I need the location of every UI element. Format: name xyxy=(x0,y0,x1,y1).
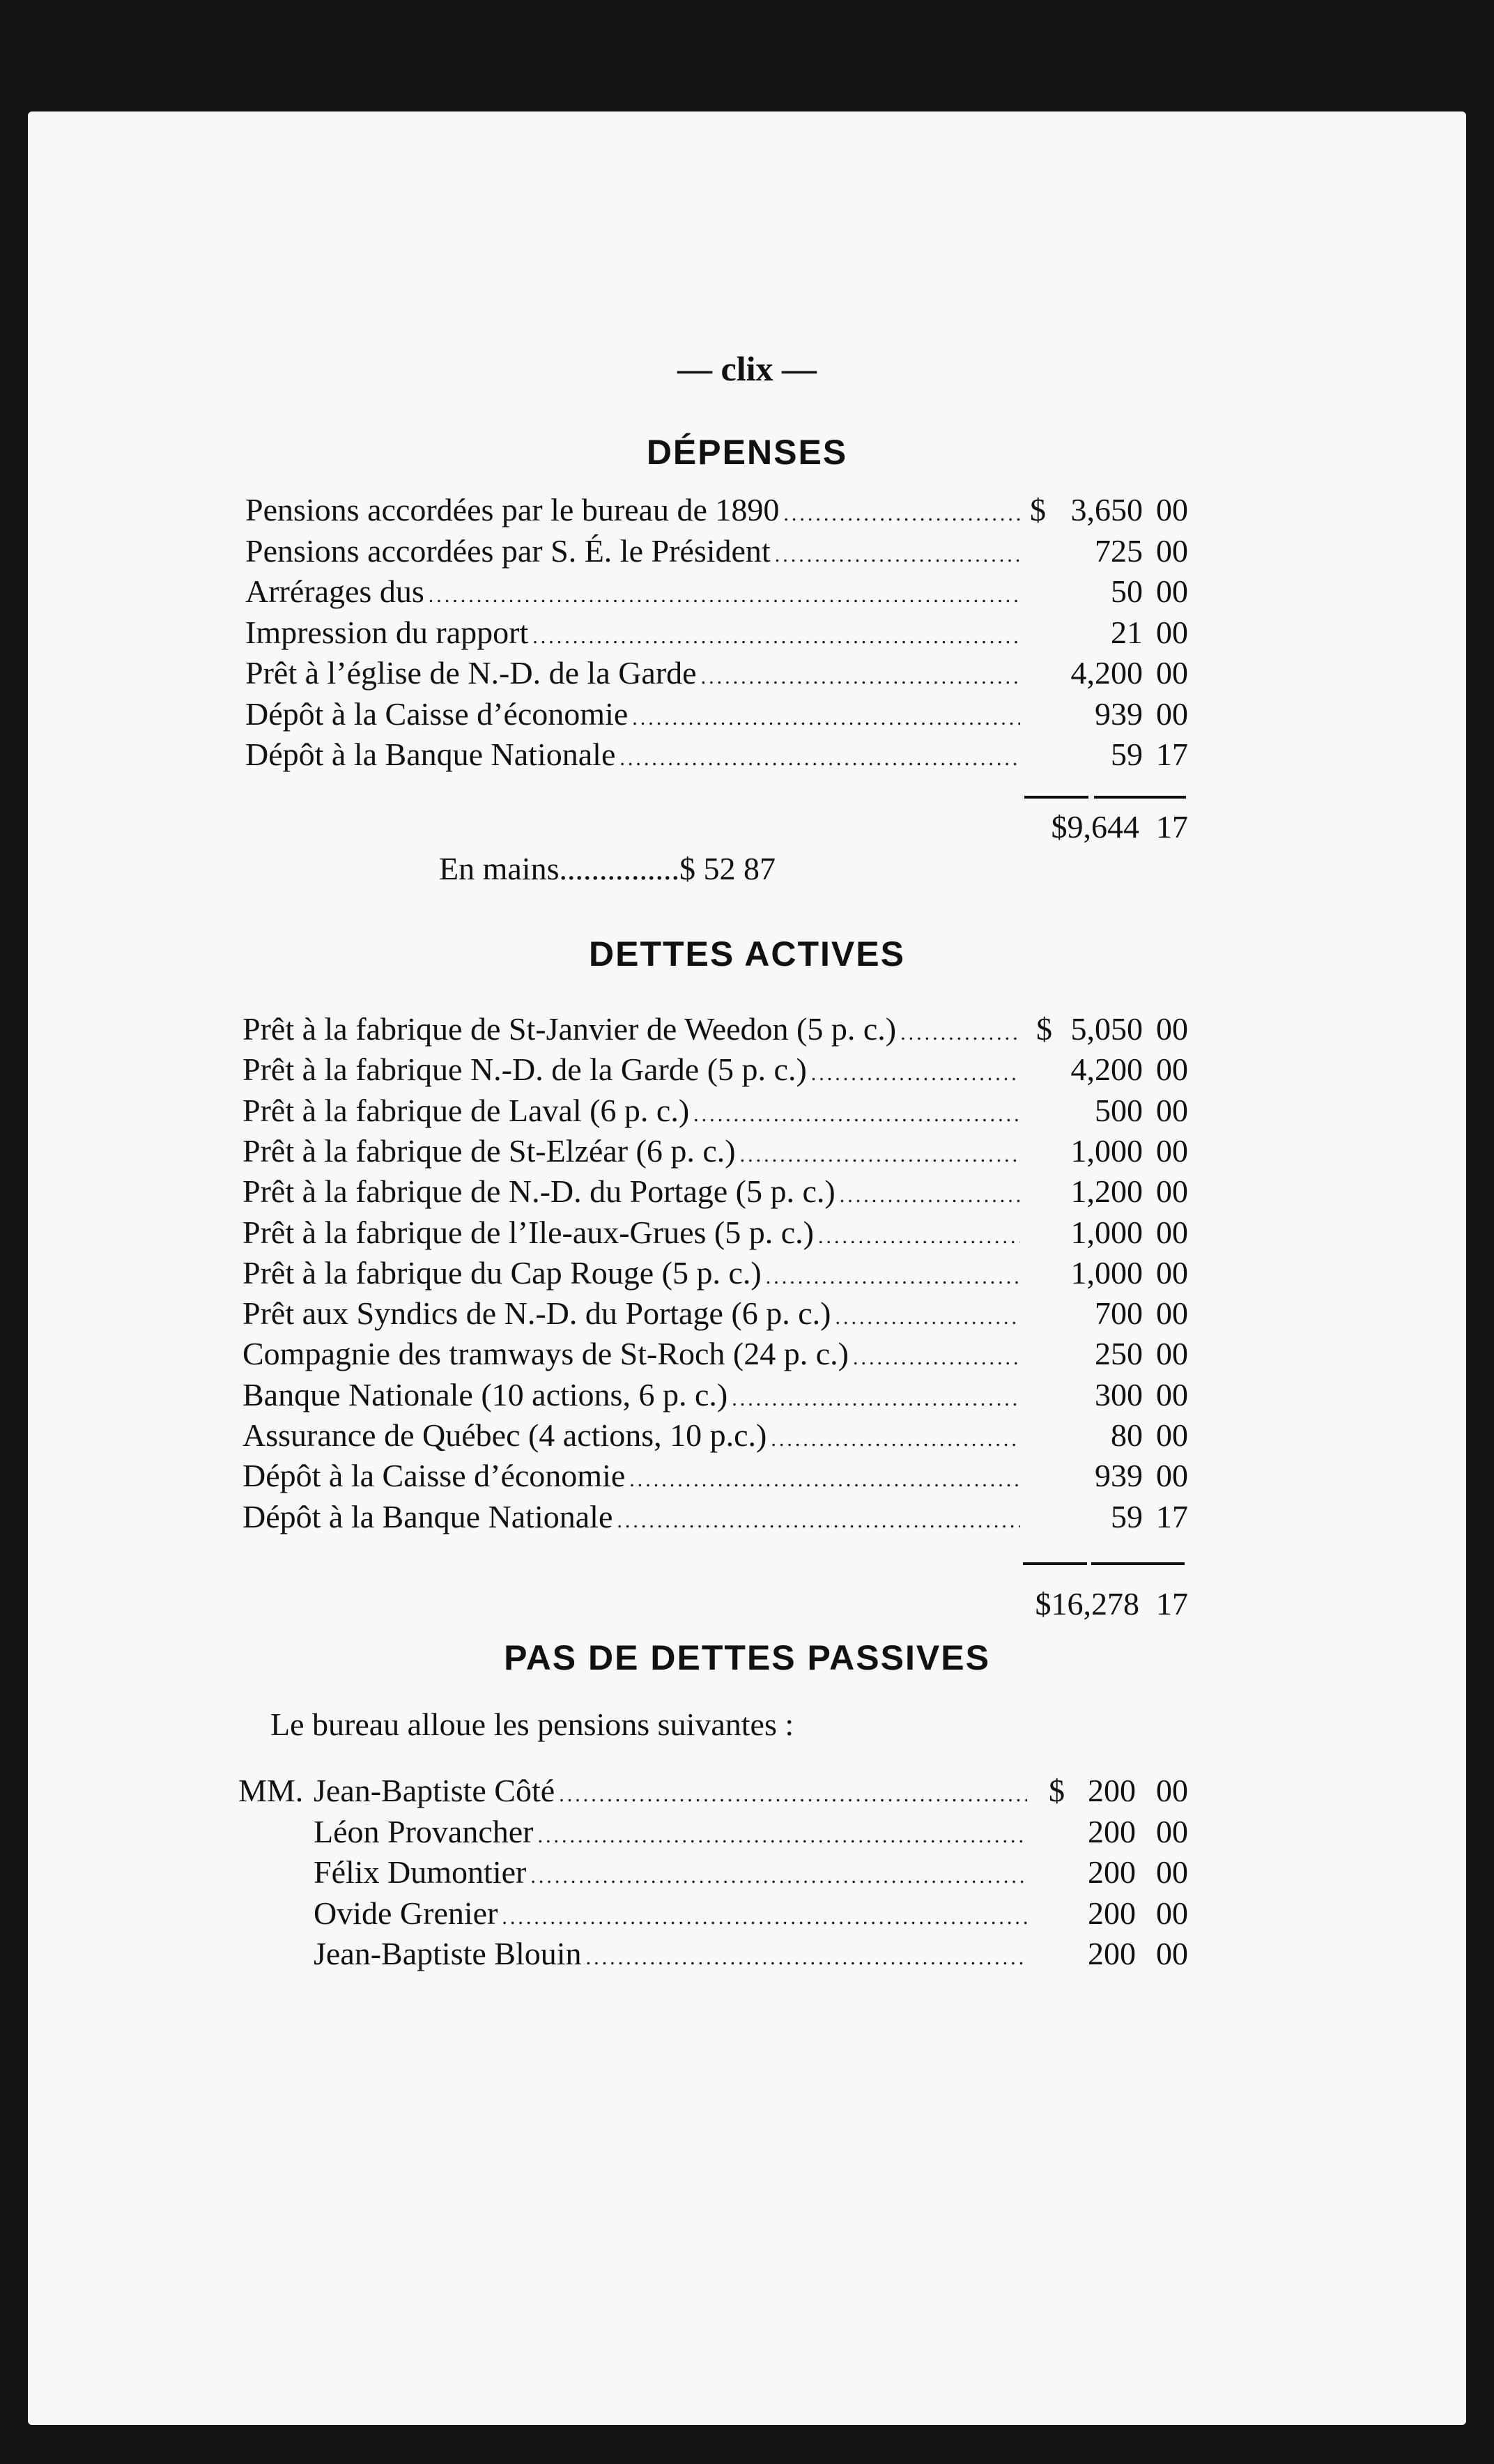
row-label: Pensions accordées par S. É. le Président xyxy=(245,532,771,569)
row-dollars: 4,200 xyxy=(1070,655,1143,691)
leader-dots xyxy=(732,1387,1020,1411)
row-label: Prêt à la fabrique de l’Ile-aux-Grues (5 p. c.) xyxy=(242,1214,814,1250)
row-label: Prêt à l’église de N.-D. de la Garde xyxy=(245,655,697,691)
row-dollars: 700 xyxy=(1095,1295,1143,1332)
row-cents: 00 xyxy=(1156,1458,1188,1494)
row-label: Jean-Baptiste Blouin xyxy=(314,1936,582,1971)
row-cents: 00 xyxy=(1156,1895,1188,1931)
row-label: Prêt à la fabrique N.-D. de la Garde (5 p. c.) xyxy=(242,1052,807,1088)
row-label: Dépôt à la Caisse d’économie xyxy=(242,1458,626,1494)
ledger-row xyxy=(242,1010,1024,1051)
row-cents: 00 xyxy=(1156,1417,1188,1453)
row-dollars: 725 xyxy=(1095,532,1143,569)
ledger-row xyxy=(242,1214,1024,1254)
row-cents: 00 xyxy=(1156,1936,1188,1971)
ledger-row xyxy=(245,532,1024,573)
leader-dots xyxy=(701,665,1020,689)
row-cents: 00 xyxy=(1156,1173,1188,1210)
ledger-row xyxy=(242,1417,1024,1457)
leader-dots xyxy=(766,1265,1020,1289)
leader-dots xyxy=(693,1103,1020,1127)
row-label: Prêt à la fabrique du Cap Rouge (5 p. c.) xyxy=(242,1254,762,1291)
row-label: Banque Nationale (10 actions, 6 p. c.) xyxy=(242,1376,728,1412)
depenses-total-rule-cents xyxy=(1094,796,1186,799)
ledger-row xyxy=(314,1772,1031,1812)
ledger-row xyxy=(242,1457,1024,1497)
ledger-row xyxy=(245,614,1024,654)
mm-prefix: MM. xyxy=(238,1773,304,1808)
depenses-total-rule-dollars xyxy=(1024,796,1088,799)
row-label: Prêt à la fabrique de Laval (6 p. c.) xyxy=(242,1092,690,1128)
row-dollars: 200 xyxy=(1088,1895,1136,1931)
row-cents: 00 xyxy=(1156,614,1188,650)
row-cents: 00 xyxy=(1156,573,1188,609)
row-cents: 00 xyxy=(1156,1214,1188,1250)
leader-dots xyxy=(740,1144,1020,1167)
row-dollars: 59 xyxy=(1111,737,1143,772)
ledger-row xyxy=(242,1051,1024,1091)
row-dollars: 200 xyxy=(1088,1854,1136,1890)
leader-dots xyxy=(530,1865,1027,1888)
row-cents: 00 xyxy=(1156,655,1188,691)
row-currency: $ xyxy=(1049,1773,1065,1808)
ledger-row xyxy=(242,1498,1024,1539)
leader-dots xyxy=(586,1946,1027,1970)
leader-dots xyxy=(835,1306,1020,1330)
actives-total-cents: 17 xyxy=(1156,1586,1188,1622)
leader-dots xyxy=(502,1906,1027,1930)
row-label: Assurance de Québec (4 actions, 10 p.c.) xyxy=(242,1417,767,1453)
dettes-passives-heading: PAS DE DETTES PASSIVES xyxy=(504,1638,990,1677)
ledger-row xyxy=(242,1254,1024,1295)
leader-dots xyxy=(818,1225,1020,1249)
row-cents: 00 xyxy=(1156,1813,1188,1849)
ledger-row xyxy=(245,695,1024,736)
leader-dots xyxy=(429,584,1020,608)
row-dollars: 200 xyxy=(1088,1773,1136,1808)
ledger-row xyxy=(245,491,1024,532)
row-cents: 17 xyxy=(1156,1498,1188,1534)
row-cents: 00 xyxy=(1156,1773,1188,1808)
row-label: Jean-Baptiste Côté xyxy=(314,1773,555,1808)
actives-total-dollars: $16,278 xyxy=(1035,1586,1139,1622)
actives-total-rule-cents xyxy=(1091,1562,1185,1565)
row-label: Prêt à la fabrique de St-Elzéar (6 p. c.) xyxy=(242,1132,736,1169)
row-dollars: 21 xyxy=(1111,614,1143,650)
row-cents: 00 xyxy=(1156,1336,1188,1372)
leader-dots xyxy=(629,1468,1020,1492)
row-label: Pensions accordées par le bureau de 1890 xyxy=(245,492,780,528)
row-cents: 00 xyxy=(1156,1254,1188,1291)
row-dollars: 50 xyxy=(1111,573,1143,609)
leader-dots xyxy=(532,625,1020,649)
depenses-total-cents: 17 xyxy=(1156,809,1188,845)
ledger-row xyxy=(245,736,1024,776)
row-dollars: 1,000 xyxy=(1070,1254,1143,1291)
ledger-row xyxy=(314,1935,1031,1976)
leader-dots xyxy=(783,502,1020,526)
row-dollars: 200 xyxy=(1088,1936,1136,1971)
row-label: Impression du rapport xyxy=(245,614,529,650)
leader-dots xyxy=(840,1184,1020,1208)
row-dollars: 300 xyxy=(1095,1376,1143,1412)
ledger-row xyxy=(242,1335,1024,1376)
ledger-row xyxy=(242,1132,1024,1173)
leader-dots xyxy=(538,1824,1028,1848)
row-label: Dépôt à la Banque Nationale xyxy=(242,1498,613,1534)
ledger-row xyxy=(245,573,1024,613)
row-label: Prêt aux Syndics de N.-D. du Portage (6 p. c.) xyxy=(242,1295,831,1332)
row-label: Prêt à la fabrique de N.-D. du Portage (5 p. c.) xyxy=(242,1173,835,1210)
row-label: Arrérages dus xyxy=(245,573,424,609)
depenses-heading: DÉPENSES xyxy=(646,433,848,472)
leader-dots xyxy=(771,1428,1020,1452)
row-cents: 00 xyxy=(1156,1132,1188,1169)
ledger-row xyxy=(242,1376,1024,1417)
row-cents: 17 xyxy=(1156,737,1188,772)
ledger-row xyxy=(314,1813,1031,1854)
row-dollars: 1,000 xyxy=(1070,1214,1143,1250)
leader-dots xyxy=(811,1062,1020,1086)
row-cents: 00 xyxy=(1156,492,1188,528)
en-mains: En mains...............$ 52 87 xyxy=(439,851,776,886)
ledger-row xyxy=(314,1895,1031,1935)
leader-dots xyxy=(619,747,1020,771)
row-dollars: 500 xyxy=(1095,1092,1143,1128)
row-cents: 00 xyxy=(1156,1295,1188,1332)
row-dollars: 4,200 xyxy=(1070,1052,1143,1088)
row-label: Félix Dumontier xyxy=(314,1854,527,1890)
row-cents: 00 xyxy=(1156,1052,1188,1088)
row-dollars: 80 xyxy=(1111,1417,1143,1453)
leader-dots xyxy=(775,544,1020,567)
row-cents: 00 xyxy=(1156,695,1188,732)
row-label: Dépôt à la Banque Nationale xyxy=(245,737,616,772)
row-cents: 00 xyxy=(1156,1092,1188,1128)
ledger-row xyxy=(242,1092,1024,1132)
leader-dots xyxy=(559,1783,1027,1807)
row-label: Ovide Grenier xyxy=(314,1895,498,1931)
row-dollars: 59 xyxy=(1111,1498,1143,1534)
ledger-row xyxy=(242,1173,1024,1213)
row-dollars: 1,200 xyxy=(1070,1173,1143,1210)
ledger-row xyxy=(245,654,1024,695)
row-dollars: 3,650 xyxy=(1070,492,1143,528)
row-cents: 00 xyxy=(1156,1011,1188,1047)
row-label: Prêt à la fabrique de St-Janvier de Weedon (5 p. c.) xyxy=(242,1011,897,1047)
row-dollars: 200 xyxy=(1088,1813,1136,1849)
row-dollars: 939 xyxy=(1095,1458,1143,1494)
leader-dots xyxy=(617,1509,1020,1533)
row-cents: 00 xyxy=(1156,1376,1188,1412)
page-number: — clix — xyxy=(677,349,817,388)
row-cents: 00 xyxy=(1156,1854,1188,1890)
row-dollars: 1,000 xyxy=(1070,1132,1143,1169)
row-dollars: 5,050 xyxy=(1070,1011,1143,1047)
ledger-row xyxy=(314,1854,1031,1894)
pensions-intro: Le bureau alloue les pensions suivantes : xyxy=(270,1707,794,1742)
ledger-row xyxy=(242,1295,1024,1335)
row-dollars: 939 xyxy=(1095,695,1143,732)
row-label: Compagnie des tramways de St-Roch (24 p. c.) xyxy=(242,1336,849,1372)
leader-dots xyxy=(900,1022,1020,1045)
leader-dots xyxy=(853,1346,1020,1370)
row-label: Léon Provancher xyxy=(314,1813,534,1849)
leader-dots xyxy=(632,707,1020,730)
depenses-total-dollars: $9,644 xyxy=(1051,809,1139,845)
row-currency: $ xyxy=(1036,1011,1052,1047)
dettes-actives-heading: DETTES ACTIVES xyxy=(589,934,905,973)
row-cents: 00 xyxy=(1156,532,1188,569)
row-currency: $ xyxy=(1030,492,1046,528)
row-label: Dépôt à la Caisse d’économie xyxy=(245,695,629,732)
row-dollars: 250 xyxy=(1095,1336,1143,1372)
actives-total-rule-dollars xyxy=(1023,1562,1087,1565)
